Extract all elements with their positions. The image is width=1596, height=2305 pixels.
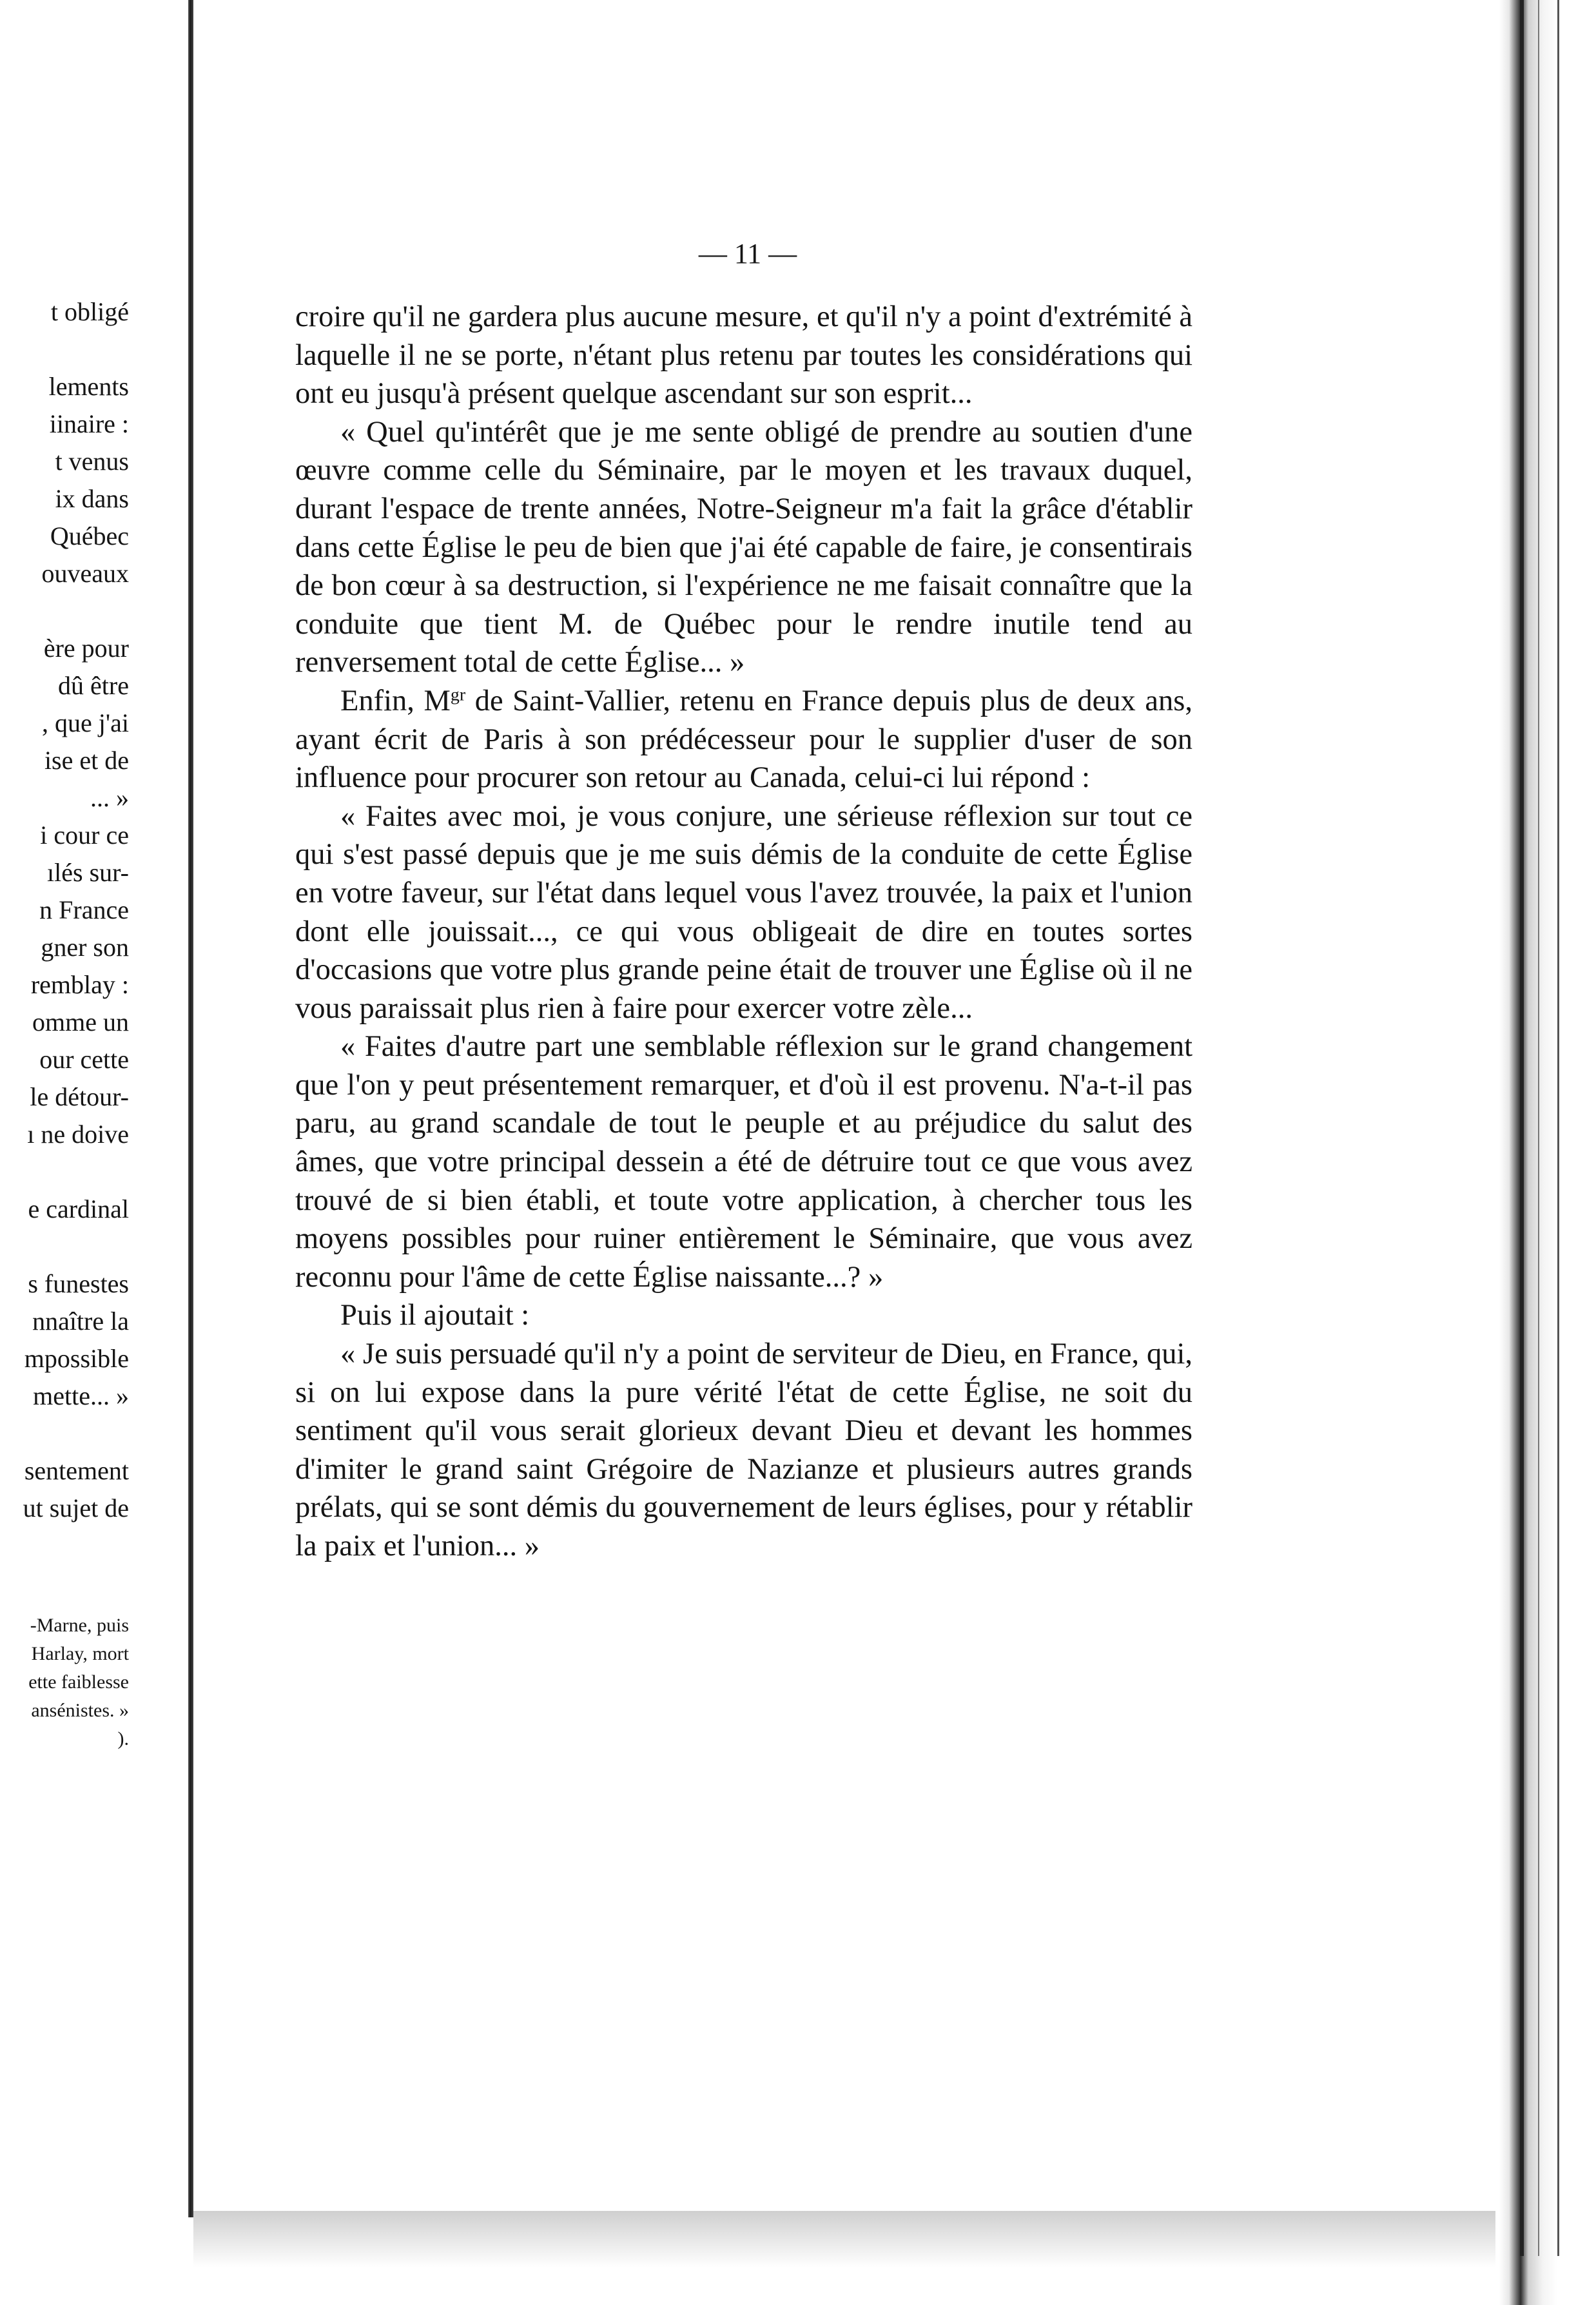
page-edge-line <box>1557 0 1559 2256</box>
page-body <box>295 298 1192 1566</box>
paragraph-2: « Quel qu'intérêt que je me sente obligé de prendre au soutien d'une œuvre comme celle du Séminaire, par le moyen et les travaux duquel, durant l'espace de trente années, Notre-Seigneur m'a fait la grâce d'établir dans cette Église le peu de bien que j'ai été capable de faire, je consentirais de bon cœur à sa destruction, si l'expérience ne me faisait connaître que la conduite que tient M. de Québec pour le rendre inutile tend au renversement total de cette Église... » <box>295 415 1192 679</box>
book-gutter <box>188 0 193 2217</box>
paragraph-5: « Faites d'autre part une semblable réflexion sur le grand changement que l'on y peut présentement remarquer, et d'où il est provenu. N'a-t-il pas paru, au grand scandale de tout le peuple et au préjudice du salut des âmes, que votre principal dessein a été de détruire tout ce que vous avez trouvé de si bien établi, et toute votre application, à chercher tous les moyens possibles pour ruiner entièrement le Séminaire, que vous avez reconnu pour l'âme de cette Église naissante...? » <box>295 1030 1192 1294</box>
page-bottom-shadow <box>193 2211 1495 2305</box>
paragraph-3 <box>295 682 1192 797</box>
paragraph-6: Puis il ajoutait : <box>340 1299 530 1332</box>
paragraph-3-start: Enfin, M <box>340 684 451 717</box>
facing-page-text: t obligé lements iinaire : t venus ix dans Québec ouveaux ère pour dû être , que j'ai ise et de ... » i cour ce ılés sur- n France gner son remblay : omme un our cette le détour- ı ne doive e cardinal s funestes nnaître la mpossible mette... » sentement ut sujet de <box>23 297 129 1522</box>
page-number: — 11 — <box>698 238 797 269</box>
paragraph-3-rest: de Saint-Vallier, retenu en France depuis plus de deux ans, ayant écrit de Paris à son prédécesseur pour le supplier d'user de son influence pour procurer son retour au Canada, celui-ci lui répond : <box>295 684 1192 795</box>
page-edge-line <box>1520 0 1524 2256</box>
facing-page <box>0 0 193 2211</box>
facing-page-footnotes: -Marne, puis Harlay, mort ette faiblesse ansénistes. » ). <box>28 1615 129 1749</box>
page-edge-line <box>1538 0 1539 2256</box>
paragraph-7: « Je suis persuadé qu'il n'y a point de serviteur de Dieu, en France, qui, si on lui expose dans la pure vérité l'état de cette Église, ne soit du sentiment qu'il vous serait glorieux devant Dieu et devant les hommes d'imiter le grand saint Grégoire de Nazianze et plusieurs autres grands prélats, qui se sont démis du gouvernement de leurs églises, pour y rétablir la paix et l'union... » <box>295 1337 1192 1562</box>
page-edge-stack <box>1499 0 1596 2305</box>
monseigneur-abbrev-sup: gr <box>450 685 466 705</box>
paragraph-1: croire qu'il ne gardera plus aucune mesure, et qu'il n'y a point d'extrémité à laquelle il ne se porte, n'étant plus retenu par toutes les considérations qui ont eu jusqu'à présent quelque ascendant sur son esprit... <box>295 300 1192 411</box>
paragraph-4: « Faites avec moi, je vous conjure, une sérieuse réflexion sur tout ce qui s'est passé depuis que je me suis démis de la conduite de cette Église en votre faveur, sur l'état dans lequel vous l'avez trouvée, la paix et l'union dont elle jouissait..., ce qui vous obligeait de dire en toutes sortes d'occasions que votre plus grande peine était de trouver une Église où il ne vous paraissait plus rien à faire pour exercer votre zèle... <box>295 799 1192 1025</box>
